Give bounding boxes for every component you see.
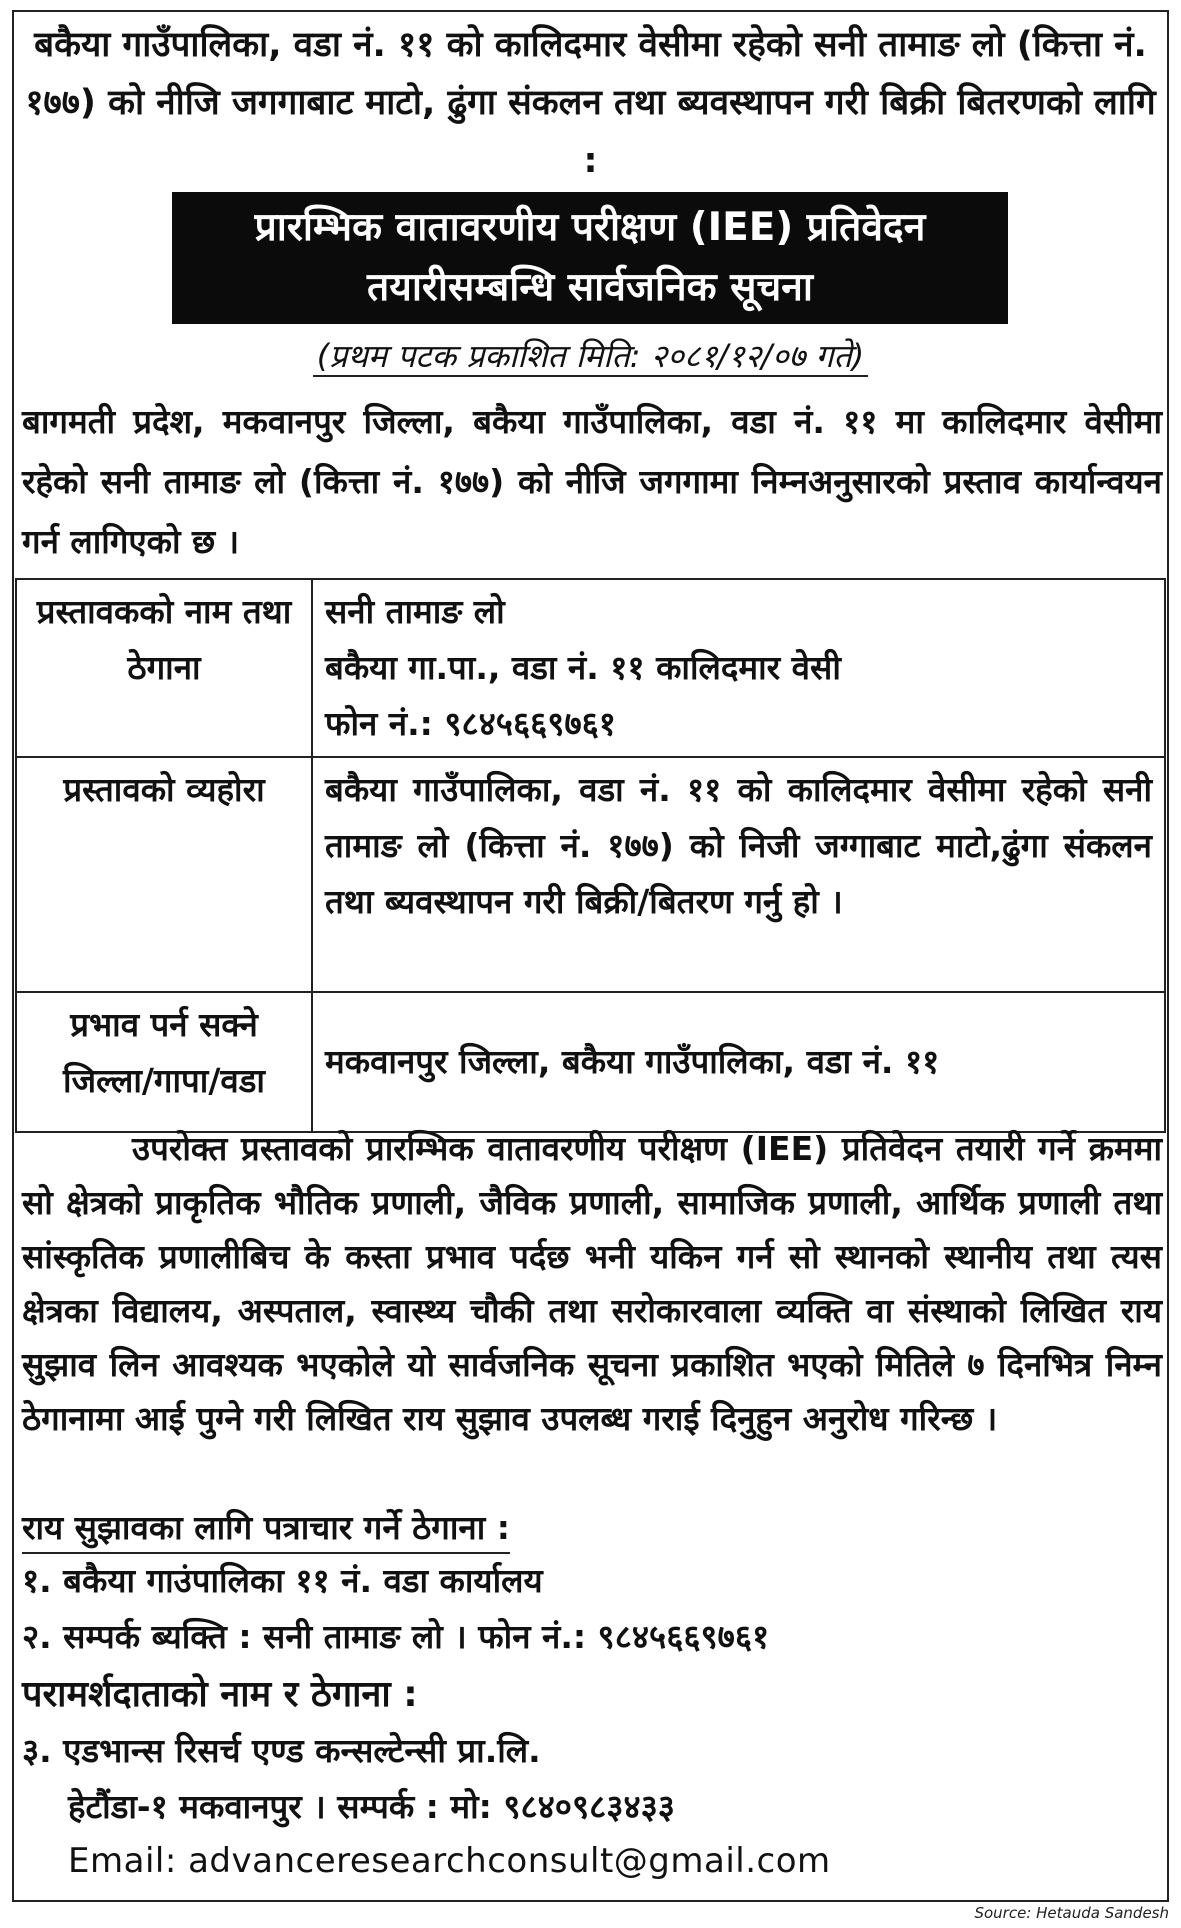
consultant-email: Email: advanceresearchconsult@gmail.com: [68, 1841, 831, 1881]
source-credit: Source: Hetauda Sandesh: [974, 1904, 1169, 1922]
proposer-address: बकैया गा.पा., वडा नं. ११ कालिदमार वेसी: [325, 648, 841, 687]
intro-text: बकैया गाउँपालिका, वडा नं. ११ को कालिदमार वेसीमा रहेको सनी तामाङ लो (कित्ता नं. १७७) को नीजि जगगाबाट माटो, ढुंगा संकलन तथा ब्यवस्थापन गरी बिक्री बितरणको लागि :: [25, 25, 1156, 181]
affected-area-label: प्रभाव पर्न सक्ने जिल्ला/गापा/वडा: [16, 992, 312, 1132]
proposer-label: प्रस्तावकको नाम तथा ठेगाना: [16, 579, 312, 757]
title-line-2: तयारीसम्बन्धि सार्वजनिक सूचना: [366, 265, 814, 310]
consultant-address: हेटौंडा-१ मकवानपुर । सम्पर्क : मो: ९८४०९८३४३३: [68, 1787, 675, 1826]
proposal-info-table: [15, 578, 1166, 1133]
proposal-description: बकैया गाउँपालिका, वडा नं. ११ को कालिदमार वेसीमा रहेको सनी तामाङ लो (कित्ता नं. १७७) को निजी जग्गाबाट माटो,ढुंगा संकलन तथा ब्यवस्थापन गरी बिक्री/बितरण गर्नु हो ।: [312, 757, 1165, 992]
proposer-phone: फोन नं.: ९८४५६६९७६१: [325, 704, 616, 743]
proposal-description-label: प्रस्तावको व्यहोरा: [16, 757, 312, 992]
publication-date: [22, 332, 1159, 380]
correspondence-heading: राय सुझावका लागि पत्राचार गर्ने ठेगाना :: [22, 1504, 510, 1554]
title-line-1: प्रारम्भिक वातावरणीय परीक्षण (IEE) प्रतिवेदन: [254, 205, 926, 250]
publication-date-text: (प्रथम पटक प्रकाशित मिति: २०८१/१२/०७ गते): [313, 337, 869, 377]
affected-area: मकवानपुर जिल्ला, बकैया गाउँपालिका, वडा नं. ११: [312, 992, 1165, 1132]
paragraph-request: उपरोक्त प्रस्तावको प्रारम्भिक वातावरणीय परीक्षण (IEE) प्रतिवेदन तयारी गर्ने क्रममा सो क्षेत्रको प्राकृतिक भौतिक प्रणाली, जैविक प्रणाली, सामाजिक प्रणाली, आर्थिक प्रणाली तथा सांस्कृतिक प्रणालीबिच के कस्ता प्रभाव पर्दछ भनी यकिन गर्न सो स्थानको स्थानीय तथा त्यस क्षेत्रका विद्यालय, अस्पताल, स्वास्थ्य चौकी तथा सरोकारवाला व्यक्ति वा संस्थाको लिखित राय सुझाव लिन आवश्यक भएकोले यो सार्वजनिक सूचना प्रकाशित भएको मितिले ७ दिनभित्र निम्न ठेगानामा आई पुग्ने गरी लिखित राय सुझाव उपलब्ध गराई दिनुहुन अनुरोध गरिन्छ ।: [22, 1129, 1162, 1438]
proposer-details: [312, 579, 1165, 757]
table-row: [16, 992, 1165, 1132]
notice-title-banner: [172, 192, 1008, 324]
consultant-name: ३. एडभान्स रिसर्च एण्ड कन्सल्टेन्सी प्रा.लि.: [22, 1731, 541, 1770]
address-ward-office: १. बकैया गाउंपालिका ११ नं. वडा कार्यालय: [22, 1561, 543, 1600]
address-contact-person: २. सम्पर्क ब्यक्ति : सनी तामाङ लो । फोन नं.: ९८४५६६९७६१: [22, 1617, 770, 1656]
proposer-name: सनी तामाङ लो: [325, 592, 505, 631]
consultant-heading: परामर्शदाताको नाम र ठेगाना :: [22, 1674, 418, 1715]
table-row: [16, 757, 1165, 992]
table-row: [16, 579, 1165, 757]
paragraph-intro: बागमती प्रदेश, मकवानपुर जिल्ला, बकैया गाउँपालिका, वडा नं. ११ मा कालिदमार वेसीमा रहेको सनी तामाङ लो (कित्ता नं. १७७) को नीजि जगगामा निम्नअनुसारको प्रस्ताव कार्यान्वयन गर्न लागिएको छ ।: [22, 402, 1162, 561]
